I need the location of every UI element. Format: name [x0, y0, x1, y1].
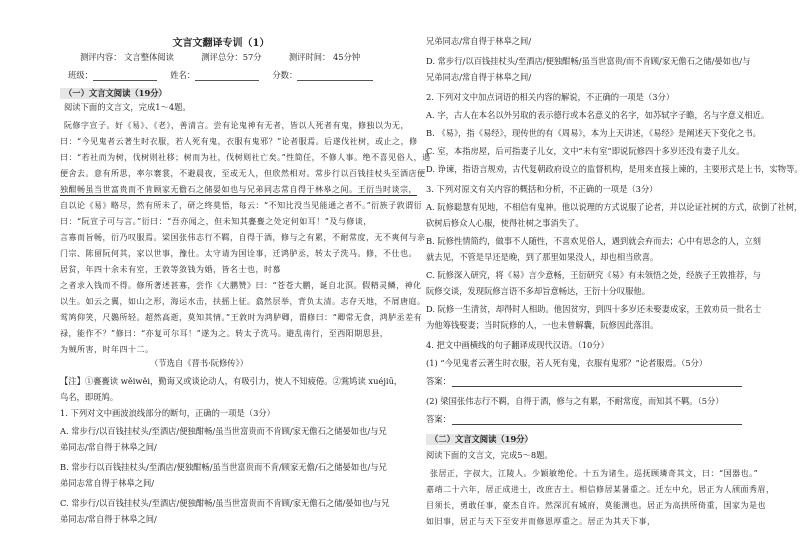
passage-line: 为贼所害，时年四十二。: [60, 345, 154, 354]
note-line: 【注】①亹亹读 wěiwěi，勤诲又或谈论动人，有吸引力，使人不知疲倦。②鴬鸠读 xuéjiū，: [60, 376, 403, 386]
time-label: 测评时间：: [288, 52, 331, 62]
score-blank[interactable]: [297, 72, 373, 81]
passage-line: 自以论《易》略尽，然有所未了，研之终莫悟，每云：“不知比没当见能通之者不。”衍族子敦谓衍: [60, 201, 423, 210]
right-column: [426, 0, 803, 560]
q1-option-a-cont: 弟同志/常自得于林皋之间/: [60, 442, 157, 452]
passage-source: （节选自《晋书·阮修传》）: [150, 358, 249, 368]
passage-line: 居贫，年四十余未有室，王敦等敛钱为婚，皆名士也，时慕: [60, 265, 281, 274]
q2-option-b[interactable]: B. 《易》，指《易经》，现传世的有《周易》，本为上天讲述，《易经》是阐述天下变化之书。: [426, 128, 761, 138]
class-label: 班级：: [68, 70, 93, 80]
q3-option-c[interactable]: C. 阮修深入研究，将《易》言少意畅，王衍研究《易》有未领悟之处，经族子王敦推荐，与: [426, 270, 761, 280]
q1-option-b[interactable]: B. 常步行以百钱挂杖头/至酒店/便独酣畅/虽当世富贵而不肯/顾家无儋/石之储晏如也/与兄: [60, 462, 387, 472]
q3-option-d[interactable]: D. 阮修一生清贫，却得时人相助。他因贫穷，到四十多岁还未娶妻成家，王敦劝员一批名士: [426, 304, 762, 314]
passage2-line: 张居正，字叔大，江陵人。少颖敏绝伦。十五为诸生。巡抚顾璘奇其文，曰：“国器也。”: [430, 469, 759, 478]
passage-line: 言寡而旨畅，衍乃叹服焉。梁国张伟志行不羁，自得于酒，修与之有累，不耐常度，无不爽何与亲: [60, 233, 426, 242]
section2-heading: （二）文言文阅读（19分）: [430, 434, 533, 444]
content-label: 测评内容：: [80, 52, 122, 62]
question-3: 3. 下列对原文有关内容的概括和分析，不正确的一项是（3分）: [426, 184, 658, 194]
left-column: [60, 0, 431, 560]
q1-option-c-cont2: 兄弟同志/常自得于林皋之间/: [426, 36, 532, 46]
class-blank[interactable]: [93, 72, 157, 81]
section1-intro: 阅读下面的文言文，完成1～4题。: [64, 102, 191, 112]
passage-line: 门宗、陈留阮何其，家以世事，豫仕。太守请为国诠事，迁鸿胪丞，转太子洗马。修，不仕也。: [60, 249, 417, 258]
passage-line: 曰：“若社而为树，伐树则社移；树而为社，伐树则社亡矣。”性简任，不修人事。绝不喜见俗人，遇: [60, 153, 431, 162]
q2-option-d[interactable]: D. 诤谏，指语言规劝，古代复朝政府设立的监督机构，是用来直接上谏的，主要形式是上书，实物等。: [426, 164, 803, 174]
name-blank[interactable]: [195, 72, 259, 81]
q1-option-c[interactable]: C. 常步行/以百钱挂杖头/至酒店/便独酣畅/虽当世富贵而不肯顾/家无儋石之储/晏如也/与兄: [60, 498, 390, 508]
q4-part-2-answer-label: 答案：: [426, 414, 451, 424]
q4-part-1-answer-label: 答案：: [426, 376, 451, 386]
section2-intro: 阅读下面的文言文，完成5～8题。: [426, 450, 553, 460]
q4-part-2-answer-line[interactable]: [452, 424, 742, 425]
q1-option-a[interactable]: A. 常步行/以百钱挂杖头/至酒店/便独酣畅/虽当世富贵而不肯顾/家无儋石之储晏如也/与兄: [60, 426, 387, 436]
page-title: 文言文翻译专训（1）: [172, 38, 270, 49]
time-value: 45分钟: [332, 52, 361, 62]
total-score-label: 测评总分：57分: [201, 52, 262, 62]
q1-option-d-cont: 兄弟同志/常自得于林皋之间/: [426, 72, 532, 82]
q3-option-c-cont: 阮修交谈，发现阮修言语不多却旨意畅达，王衍十分叹服他。: [426, 286, 651, 296]
q3-option-b-cont: 就去见，不管是早还是晚，到了那里如果没人，却也相当欣喜。: [426, 252, 659, 262]
passage-line-underlined: 独酣畅虽当世富贵而不肯顾家无儋石之储晏如也与兄弟同志常自得于林皋之间。王衍当时谈宗，: [60, 185, 417, 194]
note-line: 鸟名，即斑鸠。: [60, 392, 119, 402]
passage-line: 禄，能作不？”修曰：“亦复可尔耳！”遂为之。转太子洗马。避乱南行，至西阳期思县，: [60, 329, 389, 338]
content-value: 文言整体阅读: [124, 52, 174, 62]
q4-part-1: (1) “今见鬼者云著生时衣服，若人死有鬼，衣服有鬼邪？”论者服焉。（5分）: [426, 358, 708, 368]
q3-option-b[interactable]: B. 阮修性情简约，做事不人随性，不喜欢见俗人，遇到就会弃而去；心中有思念的人，立刻: [426, 236, 761, 246]
q1-option-d[interactable]: D. 常步行/以百钱挂杖头/至酒店/便独酣畅/虽当世富贵/而不肯顾/家无儋石之储/晏如也/与: [426, 56, 751, 66]
q2-option-a[interactable]: A. 字，古人在本名以外另取的表示德行或本名意义的名字，如苏轼字子瞻，名与字意义相近。: [426, 110, 770, 120]
q1-option-c-cont: 弟同志/常自得于林皋之间/: [60, 514, 157, 524]
q1-option-b-cont: 弟同志常自得于林皋之间/: [60, 478, 155, 488]
passage2-line: 目须长，勇敢任事，豪杰自许。然深沉有城府，莫能测也。居正为高拱所倚重，国家为是也: [426, 501, 766, 510]
q2-option-c[interactable]: C. 室，本指房屋，后可指妻子儿女，文中“未有室”即说阮修四十多岁还没有妻子儿女。: [426, 146, 745, 156]
passage-line: 以生。如云之翼，如山之形，海运水击，扶摇上征。翕然层举，背负太清。志存天地，不屑唐庭。: [60, 297, 426, 306]
q4-part-1-answer-line[interactable]: [452, 386, 742, 387]
q4-part-2: (2) 梁国张伟志行不羁，自得于酒，修与之有累，不耐常度，而知其不羁。（5分）: [426, 396, 724, 406]
passage-line: 便舍去。意有所思，率尔褰裳，不避晨夜，至或无人，但欣然相对。常步行以百钱挂杖头至酒店便: [60, 169, 426, 178]
q3-option-a[interactable]: A. 阮修聪慧有见地，不相信有鬼神。他以说理的方式说服了论者，并以论证社树的方式，砍倒了社树，: [426, 202, 803, 212]
q3-option-d-cont: 为他筹钱娶妻；当时阮修的人，一也未曾解囊，阮修因此落泪。: [426, 320, 659, 330]
score-label: 分数：: [272, 70, 298, 80]
question-4: 4. 把文中画横线的句子翻译成现代汉语。（10分）: [426, 340, 609, 350]
passage-line: 阮修字宣子。好《易》、《老》，善清言。尝有论鬼神有无者，皆以人死者有鬼，修独以为无，: [64, 121, 409, 130]
name-label: 姓名：: [170, 70, 196, 80]
section1-heading: （一）文言文阅读（19分）: [64, 88, 167, 98]
meta-row-2: [68, 70, 373, 81]
passage-line: 鸴鸠仰笑，尺鷃所轻。超然高逝，莫知其情。”王敦时为鸿胪卿，谓修曰：“卿常无食，鸿胪丞差有: [60, 313, 423, 322]
question-1: 1. 下列对文中画波浪线部分的断句，正确的一项是（3分）: [60, 408, 275, 418]
passage-line: 曰：“阮宣子可与言。”衍曰：“吾亦闻之，但未知其亹亹之处定何如耳！”及与修谈，: [60, 217, 372, 226]
passage2-line: 嘉靖二十六年，居正成进士，改庶吉士。相信修居某暑重之。迁左中允，居正为人颀面秀眉，: [426, 485, 775, 494]
meta-row-1: [80, 52, 360, 63]
passage-line: 之者求入钱而不得。修所著述甚寡，尝作《大鹏赞》曰：“苍苍大鹏，诞自北溟。假精灵鳞，神化: [60, 281, 422, 290]
question-2: 2. 下列对文中加点词语的相关内容的解说，不正确的一项是（3分）: [426, 92, 675, 102]
q3-option-a-cont: 砍树后修众人心服，使得社树之事消失了。: [426, 218, 584, 228]
passage-line: 曰：“今见鬼者云著生时衣服，若人死有鬼，衣服有鬼邪？”论者服焉。后遂伐社树，或止之，修: [60, 137, 418, 146]
passage2-line: 如旧事，居正与天下至安并而修恩厚重之。居正为其天下事，: [426, 517, 656, 526]
